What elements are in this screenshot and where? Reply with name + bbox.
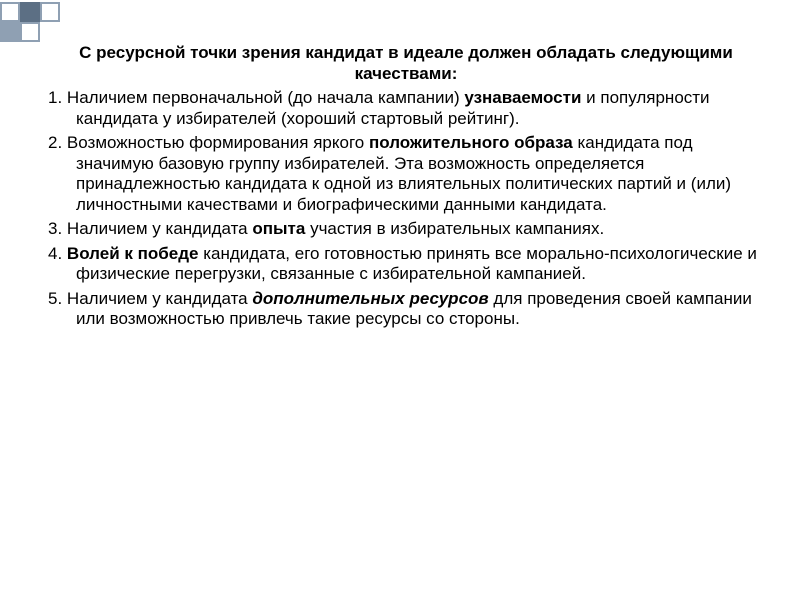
- list-item: [48, 289, 768, 330]
- item-number: 5.: [48, 288, 63, 308]
- list-item: [48, 88, 768, 129]
- deco-square: [20, 2, 40, 22]
- deco-square: [40, 2, 60, 22]
- deco-square: [0, 2, 20, 22]
- item-number: 4.: [48, 243, 63, 263]
- slide-content: [48, 43, 768, 334]
- item-text: для проведения своей кампании или возможностью привлечь такие ресурсы со стороны.: [76, 288, 752, 328]
- list-item: [48, 244, 768, 285]
- item-emphasis: дополнительных ресурсов: [252, 288, 489, 308]
- item-emphasis: опыта: [252, 219, 306, 238]
- decorative-squares: [0, 0, 60, 44]
- item-text: и популярности кандидата у избирателей (хороший стартовый рейтинг).: [76, 88, 710, 128]
- list-item: [48, 219, 768, 240]
- item-text: Наличием у кандидата: [66, 219, 248, 238]
- item-text: участия в избирательных кампаниях.: [310, 219, 605, 238]
- item-number: 3.: [48, 219, 63, 238]
- item-emphasis: Волей к победе: [66, 243, 199, 263]
- item-text: кандидата, его готовностью принять все морально-психологические и физические перегрузки, связанные с избирательной кампанией.: [76, 243, 757, 283]
- item-emphasis: положительного образа: [368, 133, 573, 152]
- list-item: [48, 133, 768, 215]
- item-number: 1.: [48, 88, 63, 107]
- item-number: 2.: [48, 133, 63, 152]
- slide-heading: С ресурсной точки зрения кандидат в идеале должен обладать следующими качествами:: [79, 43, 733, 83]
- item-text: Наличием у кандидата: [66, 288, 248, 308]
- deco-square: [0, 22, 20, 42]
- item-emphasis: узнаваемости: [464, 88, 582, 107]
- item-text: кандидата под значимую базовую группу избирателей. Эта возможность определяется принадлежностью кандидата к одной из влиятельных политических партий и (или) личностными качествами и биографическими данными кандидата.: [76, 133, 732, 214]
- item-text: Наличием первоначальной (до начала кампании): [66, 88, 460, 107]
- deco-square: [20, 22, 40, 42]
- item-text: Возможностью формирования яркого: [66, 133, 365, 152]
